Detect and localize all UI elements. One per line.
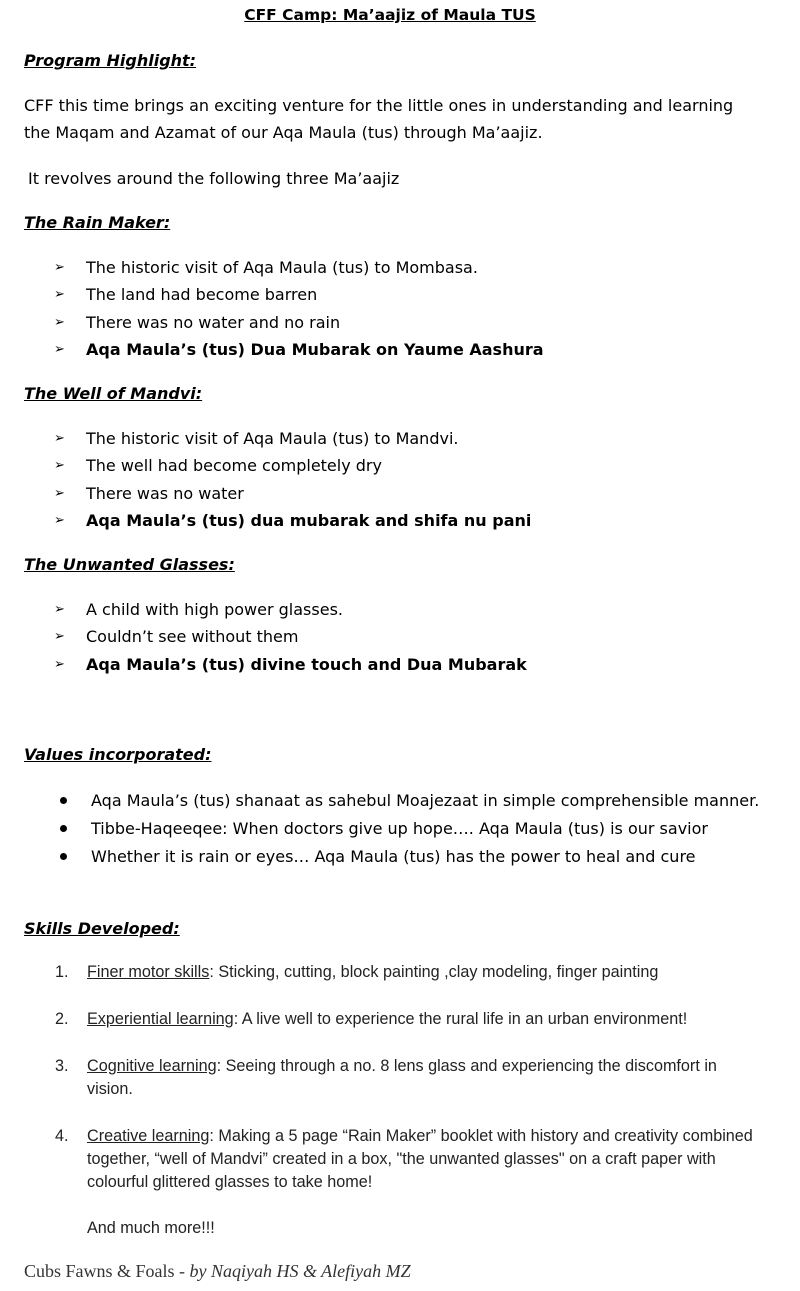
well-of-mandvi-heading: The Well of Mandvi:: [24, 384, 203, 403]
values-list: [0, 787, 790, 871]
skill-label: Experiential learning: [87, 1010, 234, 1028]
list-item: ➢ The historic visit of Aqa Maula (tus) to Mandvi.: [0, 425, 790, 452]
list-item: ➢ The historic visit of Aqa Maula (tus) to Mombasa.: [0, 254, 790, 281]
list-item: ➢ Couldn’t see without them: [0, 623, 790, 650]
values-heading: Values incorporated:: [24, 745, 212, 764]
rain-maker-heading: The Rain Maker:: [24, 213, 171, 232]
well-of-mandvi-list: [0, 425, 790, 535]
arrow-bullet-icon: ➢: [54, 314, 65, 330]
unwanted-glasses-heading: The Unwanted Glasses:: [24, 555, 235, 574]
list-item: ➢ Aqa Maula’s (tus) dua mubarak and shifa nu pani: [0, 507, 790, 534]
bullet-dot-icon: [60, 853, 67, 860]
list-item: Whether it is rain or eyes… Aqa Maula (tus) has the power to heal and cure: [0, 843, 790, 871]
skills-heading: Skills Developed:: [24, 919, 180, 938]
footer-authors: by Naqiyah HS & Alefiyah MZ: [189, 1261, 411, 1281]
bullet-dot-icon: [60, 797, 67, 804]
list-item: ➢ There was no water and no rain: [0, 309, 790, 336]
list-item: ➢ There was no water: [0, 480, 790, 507]
arrow-bullet-icon: ➢: [54, 342, 65, 358]
unwanted-glasses-list: [0, 596, 790, 678]
skill-label: Finer motor skills: [87, 963, 210, 981]
arrow-bullet-icon: ➢: [54, 513, 65, 529]
rain-maker-list: [0, 254, 790, 364]
arrow-bullet-icon: ➢: [54, 287, 65, 303]
arrow-bullet-icon: ➢: [54, 602, 65, 617]
list-item: ➢ The land had become barren: [0, 281, 790, 308]
arrow-bullet-icon: ➢: [54, 260, 65, 275]
skill-label: Cognitive learning: [87, 1057, 217, 1075]
footer-org: Cubs Fawns & Foals -: [24, 1261, 190, 1281]
arrow-bullet-icon: ➢: [54, 458, 65, 474]
arrow-bullet-icon: ➢: [54, 656, 65, 672]
list-item: Aqa Maula’s (tus) shanaat as sahebul Moajezaat in simple comprehensible manner.: [0, 787, 790, 815]
list-item: ➢ The well had become completely dry: [0, 452, 790, 479]
list-item: ➢ A child with high power glasses.: [0, 596, 790, 623]
program-intro: It revolves around the following three Ma’aajiz: [28, 169, 400, 188]
bullet-dot-icon: [60, 825, 67, 832]
arrow-bullet-icon: ➢: [54, 629, 65, 645]
list-item: ➢ Aqa Maula’s (tus) Dua Mubarak on Yaume Aashura: [0, 336, 790, 363]
arrow-bullet-icon: ➢: [54, 485, 65, 501]
document-page: CFF Camp: Ma’aajiz of Maula TUS Program Highlight: CFF this time brings an exciting venture for the little ones in understanding and learning the Maqam and Azamat of our Aqa Maula (tus) through Ma’aajiz. It revolves around the following three Ma’aajiz The Rain Maker: ➢ The historic visit of Aqa Maula (tus) to Mombasa. ➢ The land had become barren ➢ There was no water and no rain ➢ Aqa Maula’s (tus) Dua Mubarak on Yaume Aashura The Well of Mandvi: ➢ The historic visit of Aqa Maula (tus) to Mandvi. ➢ The well had become completely dry ➢ There was no water ➢ Aqa Maula’s (tus) dua mubarak and shifa nu pani The Unwanted Glasses: ➢ A child with high power glasses. ➢ Couldn’t see without them ➢ Aqa Maula’s (tus) divine touch and Dua Mubarak Values incorporated: Aqa Maula’s (tus) shanaat as sahebul Moajezaat in simple comprehensible manner. Tibbe-Haqeeqee: When doctors give up hope…. Aqa Maula (tus) is our savior Whether it is rain or eyes… Aqa Maula (tus) has the power to heal and cure Skills Developed: 1. Finer motor skills: Sticking, cutting, block painting ,clay modeling, finger painting 2. Experiential learning: A live well to experience the rural life in an urban environment! 3. Cognitive learning: Seeing through a no. 8 lens glass and experiencing the discomfort in vision. 4. Creative learning: Making a 5 page “Rain Maker” booklet with history and creativity combined together, “well of Mandvi” created in a box, "the unwanted glasses" on a craft paper with colourful glittered glasses to take home! And much more!!! Cubs Fawns & Foals - by Naqiyah HS & Alefiyah MZ: [0, 0, 800, 1291]
program-highlight-heading: Program Highlight:: [24, 51, 197, 70]
program-highlight-paragraph: CFF this time brings an exciting venture for the little ones in understanding and learning the Maqam and Azamat of our Aqa Maula (tus) through Ma’aajiz.: [24, 96, 734, 142]
list-item: Tibbe-Haqeeqee: When doctors give up hope…. Aqa Maula (tus) is our savior: [0, 815, 790, 843]
arrow-bullet-icon: ➢: [54, 431, 65, 446]
list-item: ➢ Aqa Maula’s (tus) divine touch and Dua Mubarak: [0, 651, 790, 678]
footer-credit: [24, 1261, 411, 1282]
document-title: CFF Camp: Ma’aajiz of Maula TUS: [244, 6, 536, 24]
skill-label: Creative learning: [87, 1127, 210, 1145]
